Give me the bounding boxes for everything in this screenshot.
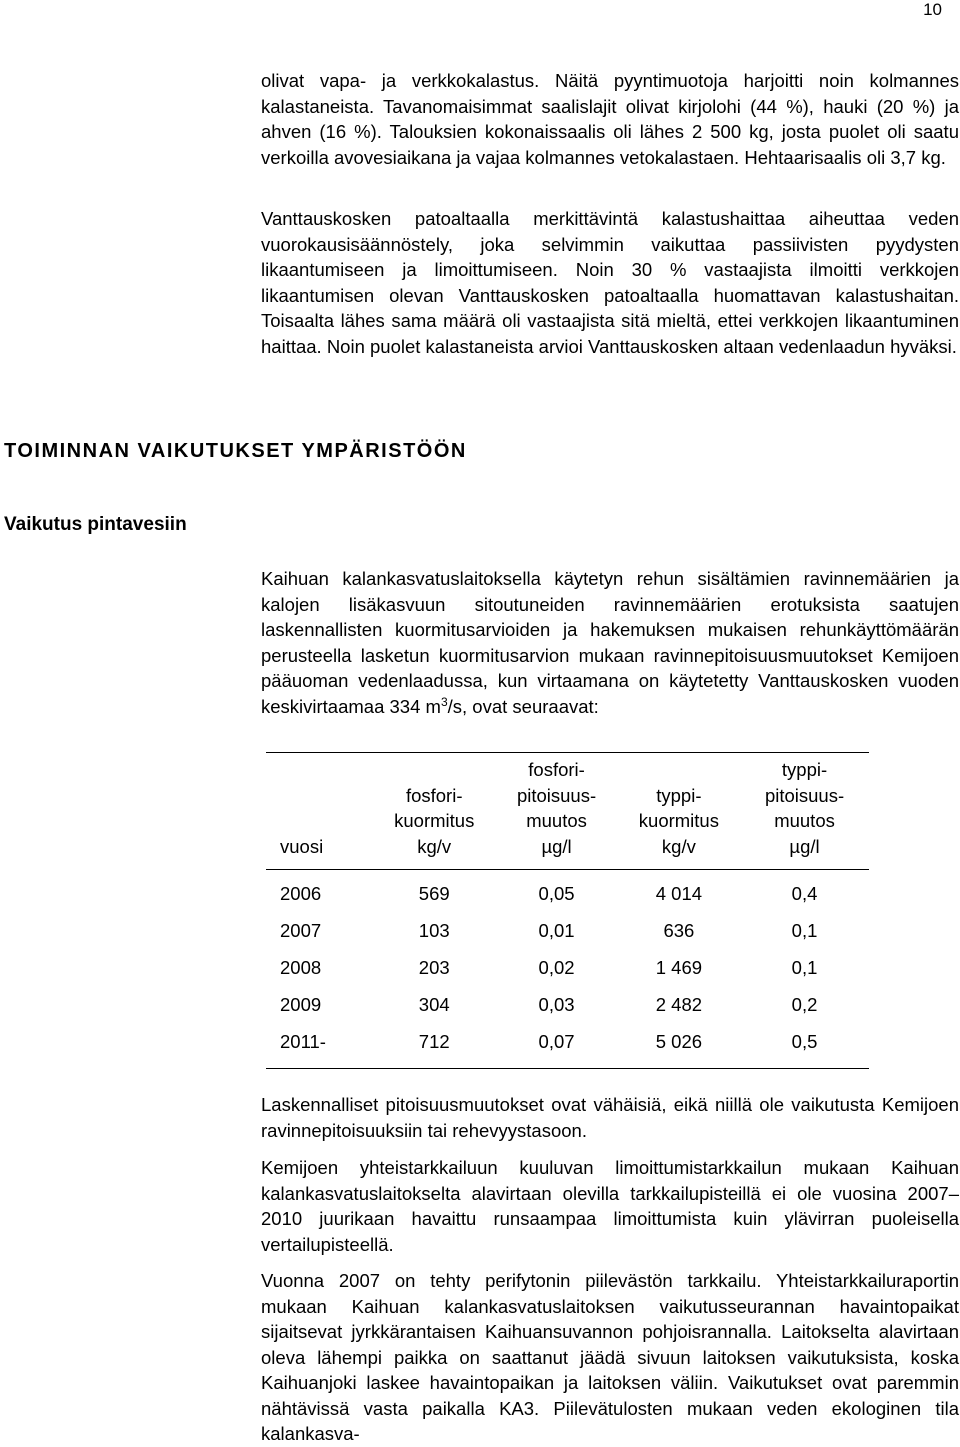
nutrient-load-table bbox=[266, 752, 869, 1069]
paragraph-load-estimate bbox=[261, 566, 959, 719]
header-line: µg/l bbox=[789, 835, 820, 857]
subsection-heading: Vaikutus pintavesiin bbox=[4, 514, 187, 535]
cell-nitrogen-load: 5 026 bbox=[655, 1030, 703, 1052]
header-line: muutos bbox=[526, 810, 587, 831]
table-row bbox=[266, 870, 869, 913]
table-header-row bbox=[266, 753, 869, 870]
table-row bbox=[266, 986, 869, 1023]
unit-base: m bbox=[425, 695, 441, 717]
col-nitrogen-conc-header bbox=[740, 753, 869, 870]
paragraph-conclusion: Laskennalliset pitoisuusmuutokset ovat vähäisiä, eikä niillä ole vaikutusta Kemijoen ravinnepitoisuuksiin tai rehevyystasoon. bbox=[261, 1094, 959, 1141]
intro-tail: /s, ovat seuraavat: bbox=[447, 695, 599, 717]
cell-year: 2008 bbox=[280, 956, 322, 978]
cell-nitrogen-conc: 0,5 bbox=[791, 1030, 818, 1052]
cell-phosphorus-load: 712 bbox=[418, 1030, 450, 1052]
table-row bbox=[266, 950, 869, 987]
cell-phosphorus-conc: 0,02 bbox=[538, 956, 575, 978]
cell-year: 2006 bbox=[280, 883, 322, 905]
page-number: 10 bbox=[923, 0, 942, 19]
cell-phosphorus-load: 304 bbox=[418, 993, 450, 1015]
cell-phosphorus-load: 103 bbox=[418, 920, 450, 942]
table-row bbox=[266, 913, 869, 950]
header-line: fosfori- bbox=[405, 784, 463, 806]
cell-nitrogen-load: 4 014 bbox=[655, 883, 703, 905]
paragraph-periphyton: Vuonna 2007 on tehty perifytonin piilevästön tarkkailu. Yhteistarkkailuraportin mukaan Kaihuan kalankasvatuslaitoksen vaikutusseurannan havaintopaikat sijaitsevat jyrkkärantaisen Kaihuansuvannon pohjoisrannalla. Laitokselta alavirtaan oleva lähempi paikka on saattanut jäädä sivuun laitoksen vaikutuksista, koska Kaihuanjoki laskee havaintopaikan ja laitoksen väliin. Vaikutukset ovat paremmin nähtävissä vasta paikalla KA3. Piilevätulosten mukaan veden ekologinen tila kalankasva- bbox=[261, 1270, 959, 1444]
header-line: µg/l bbox=[541, 835, 572, 857]
unit-superscript: 3 bbox=[440, 694, 448, 709]
cell-nitrogen-load: 636 bbox=[663, 920, 695, 942]
cell-nitrogen-conc: 0,1 bbox=[791, 956, 818, 978]
cell-nitrogen-conc: 0,4 bbox=[791, 883, 818, 905]
cell-phosphorus-conc: 0,03 bbox=[538, 993, 575, 1015]
header-line: kg/v bbox=[661, 835, 696, 857]
cell-nitrogen-conc: 0,1 bbox=[791, 920, 818, 942]
col-year-header: vuosi bbox=[266, 753, 373, 870]
cell-nitrogen-load: 2 482 bbox=[655, 993, 703, 1015]
header-line: kuormitus bbox=[638, 810, 719, 831]
header-line: typpi- bbox=[656, 784, 702, 806]
table-row bbox=[266, 1023, 869, 1068]
cell-year: 2009 bbox=[280, 993, 322, 1015]
cell-nitrogen-conc: 0,2 bbox=[791, 993, 818, 1015]
header-line: typpi- bbox=[781, 759, 828, 780]
cell-phosphorus-conc: 0,01 bbox=[538, 920, 575, 942]
header-line: kg/v bbox=[417, 835, 452, 857]
paragraph-monitoring: Kemijoen yhteistarkkailuun kuuluvan limoittumistarkkailun mukaan Kaihuan kalankasvatuslaitokselta alavirtaan olevilla tarkkailupisteillä ei ole vuosina 2007–2010 juurikaan havaittu runsaampaa limoittumista kuin ylävirran puoleisella vertailupisteellä. bbox=[261, 1157, 959, 1255]
col-phosphorus-conc-header bbox=[495, 753, 617, 870]
header-line: pitoisuus- bbox=[764, 784, 845, 806]
cell-phosphorus-load: 203 bbox=[418, 956, 450, 978]
cell-year: 2011- bbox=[280, 1030, 326, 1052]
header-line: kuormitus bbox=[394, 810, 475, 831]
cell-year: 2007 bbox=[280, 920, 322, 942]
paragraph-fishing-harm: Vanttauskosken patoaltaalla merkittävintä kalastushaittaa aiheuttaa veden vuorokausisäännöstely, joka selvimmin vaikuttaa passiivisten pyydysten likaantumiseen ja limoittumiseen. Noin 30 % vastaajista ilmoitti verkkojen likaantumisen olevan Vanttauskosken patoaltaalla huomattavan kalastushaitan. Toisaalta lähes sama määrä oli vastaajista sitä mieltä, ettei verkkojen likaantuminen haittaa. Noin puolet kalastaneista arvioi Vanttauskosken altaan vedenlaadun hyväksi. bbox=[261, 208, 959, 357]
col-nitrogen-load-header bbox=[618, 753, 740, 870]
col-phosphorus-load-header bbox=[373, 753, 495, 870]
header-line: muutos bbox=[774, 810, 835, 831]
cell-phosphorus-conc: 0,05 bbox=[538, 883, 575, 905]
intro-text: Kaihuan kalankasvatuslaitoksella käytetyn rehun sisältämien ravinnemäärien ja kalojen lisäkasvuun sitoutuneiden ravinnemäärien erotuksista saatujen laskennallisten kuormitusarvioiden ja hakemuksen mukaisen rehunkäyttömäärän perusteella lasketun kuormitusarvion mukaan ravinnepitoisuusmuutokset Kemijoen pääuoman vedenlaadussa, kun virtaamana on käytetetty Vanttauskosken vuoden keskivirtaamaa 334 bbox=[261, 568, 959, 717]
cell-nitrogen-load: 1 469 bbox=[655, 956, 703, 978]
paragraph-catch-summary: olivat vapa- ja verkkokalastus. Näitä pyyntimuotoja harjoitti noin kolmannes kalastaneista. Tavanomaisimmat saalislajit olivat kirjolohi (44 %), hauki (20 %) ja ahven (16 %). Talouksien kokonaissaalis oli lähes 2 500 kg, josta puolet oli saatu verkoilla avovesiaikana ja vajaa kolmannes vetokalastaen. Hehtaarisaalis oli 3,7 kg. bbox=[261, 70, 959, 168]
cell-phosphorus-conc: 0,07 bbox=[538, 1030, 575, 1052]
section-heading: TOIMINNAN VAIKUTUKSET YMPÄRISTÖÖN bbox=[4, 440, 467, 462]
header-line: pitoisuus- bbox=[516, 784, 597, 806]
header-line: fosfori- bbox=[528, 759, 585, 780]
cell-phosphorus-load: 569 bbox=[418, 883, 450, 905]
